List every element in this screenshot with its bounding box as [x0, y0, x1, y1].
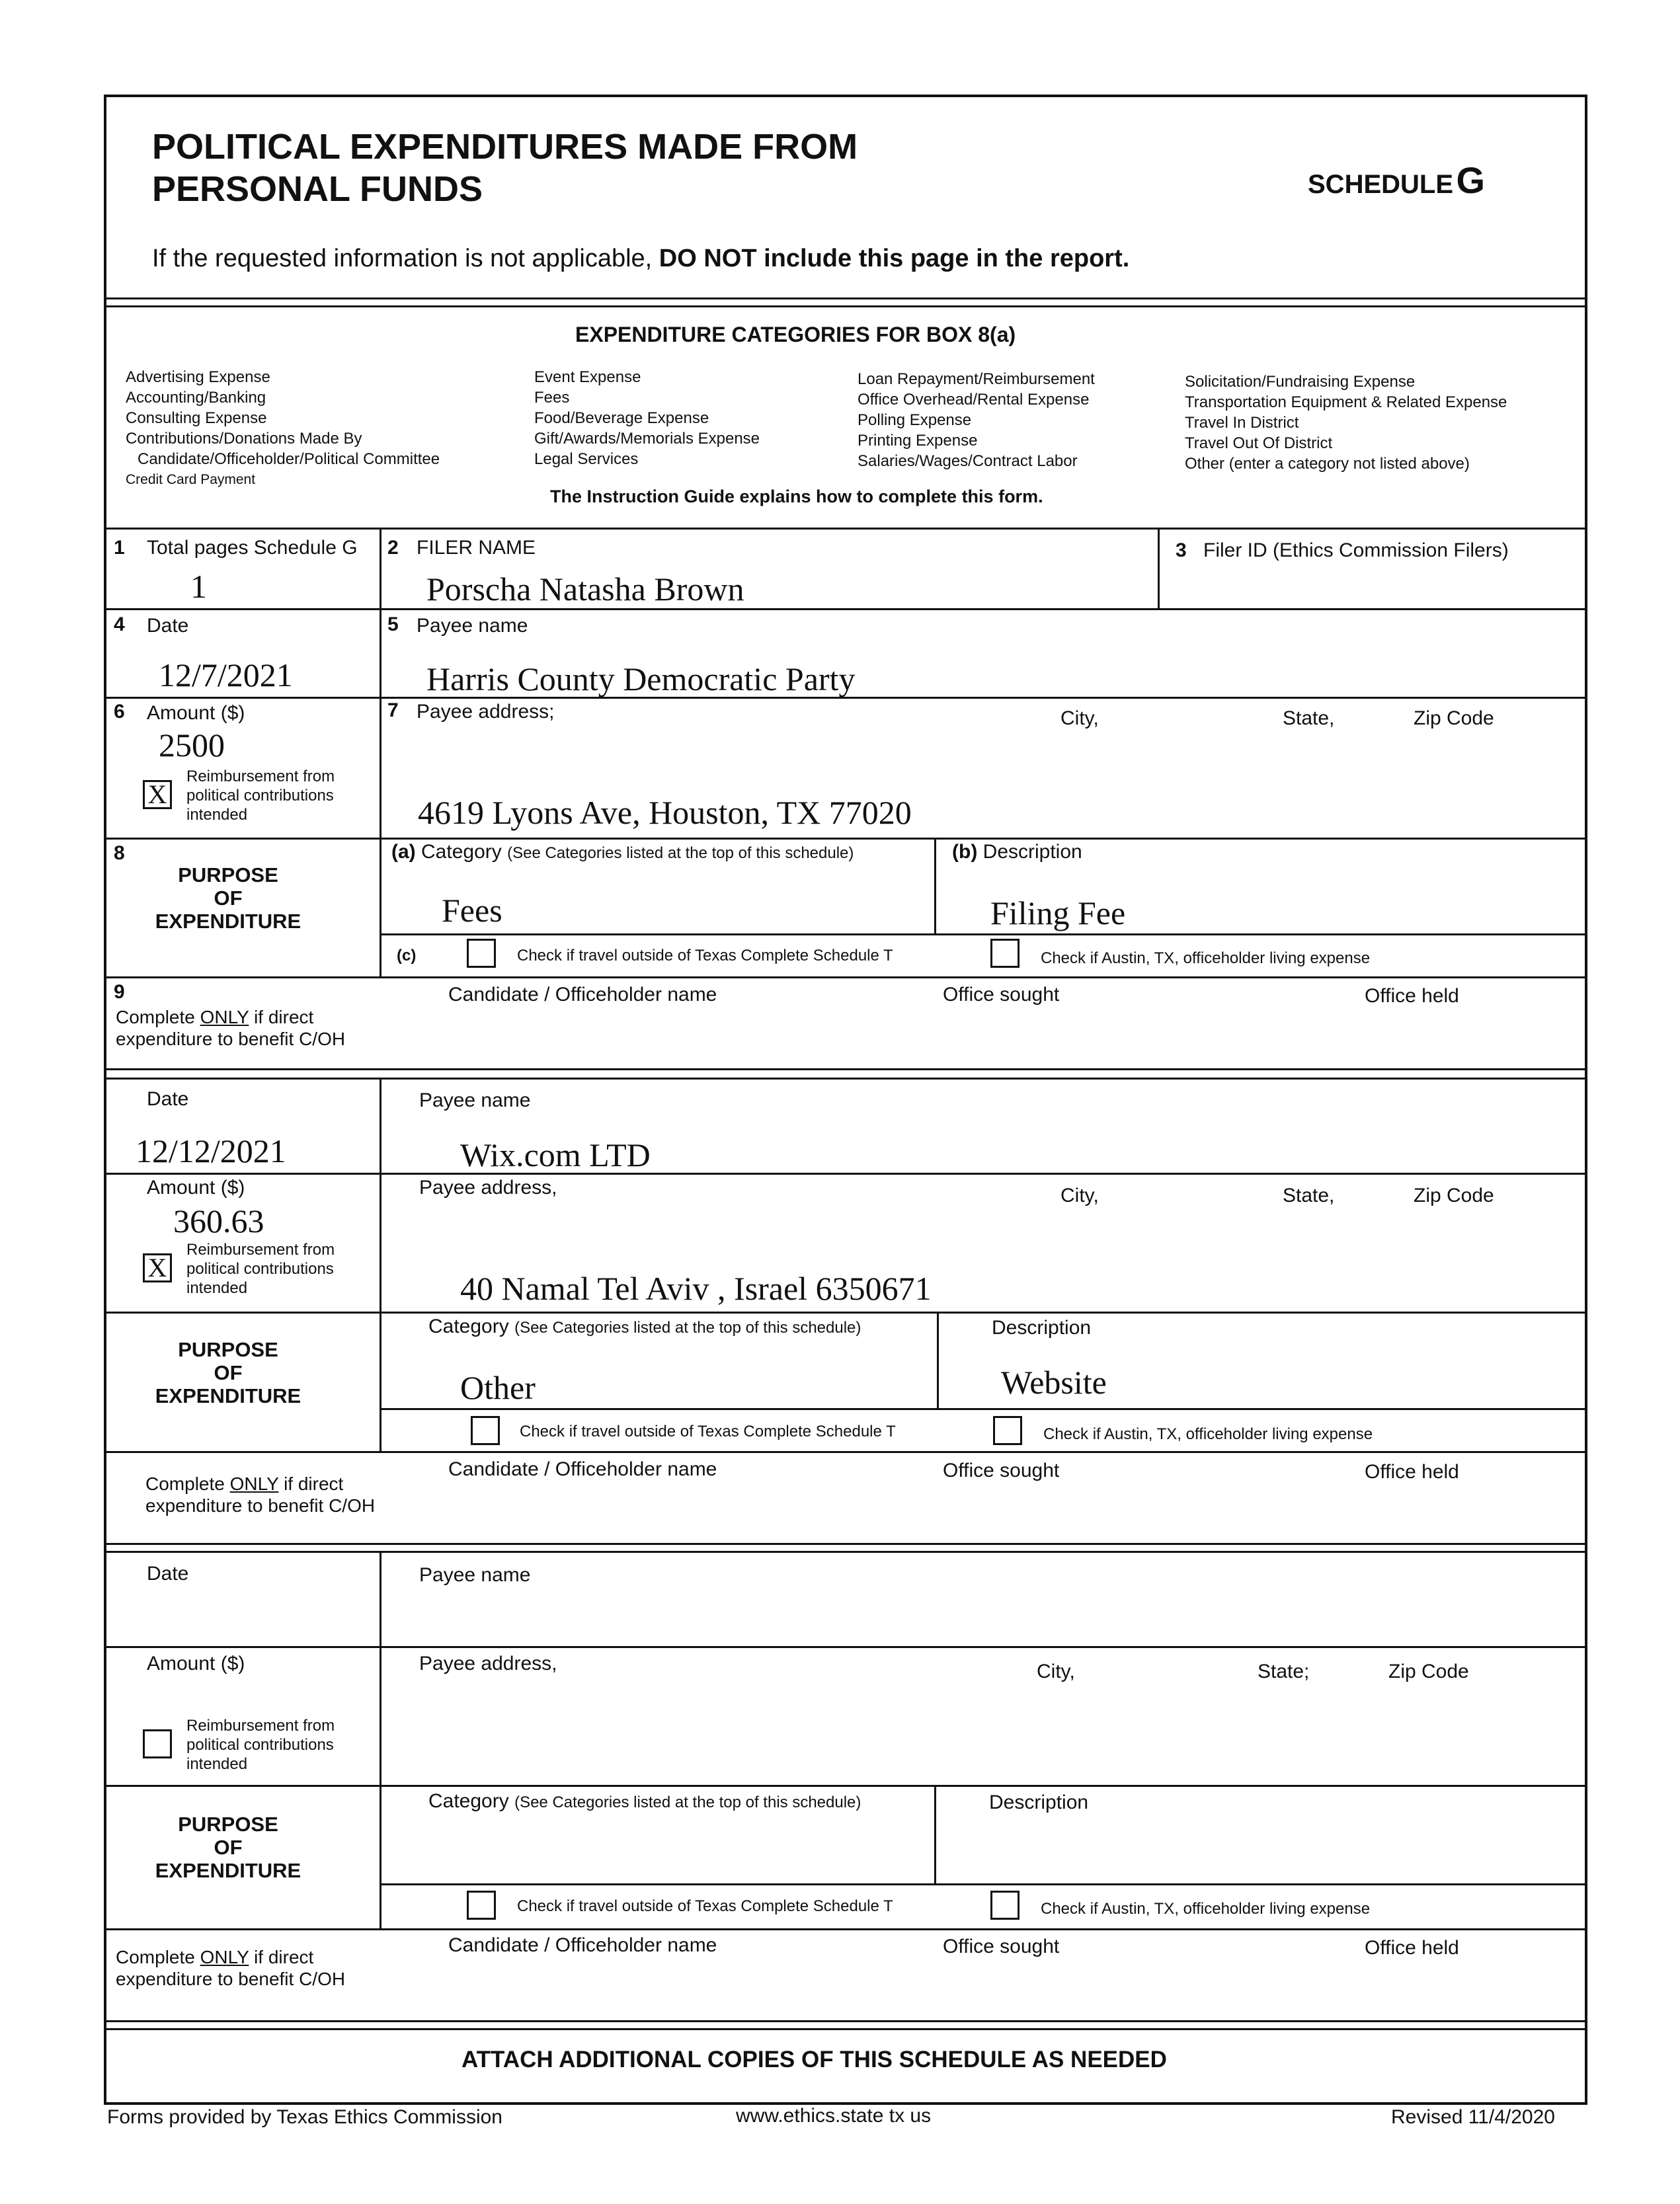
- grid-line: [1158, 528, 1160, 608]
- complete-only-note: [116, 1946, 345, 1990]
- instruction-note: The Instruction Guide explains how to complete this form.: [550, 487, 1043, 506]
- label-b: (b): [952, 841, 978, 863]
- complete-only-c: if direct: [254, 1947, 314, 1967]
- grid-line: [104, 1078, 1585, 1080]
- field-number-6: 6: [114, 701, 125, 723]
- category-item: Solicitation/Fundraising Expense: [1185, 373, 1416, 391]
- travel-check-label: Check if travel outside of Texas Complete Schedule T: [517, 947, 893, 964]
- candidate-name-label: Candidate / Officeholder name: [448, 1934, 717, 1956]
- schedule-letter: G: [1456, 159, 1486, 201]
- office-sought-label: Office sought: [943, 1460, 1060, 1481]
- travel-check-label: Check if travel outside of Texas Complete Schedule T: [520, 1423, 896, 1440]
- category-note: (See Categories listed at the top of this schedule): [514, 1793, 861, 1811]
- purpose-line2: OF: [214, 886, 243, 910]
- form-title: [152, 126, 858, 210]
- reimb-line3: intended: [186, 1279, 248, 1297]
- category-label: Category: [428, 1316, 509, 1337]
- category-label: Category: [421, 841, 502, 863]
- payee-address-label: Payee address,: [419, 1653, 557, 1674]
- entry2-payee-name[interactable]: Wix.com LTD: [460, 1136, 651, 1173]
- field-number-7: 7: [387, 699, 399, 721]
- grid-line: [104, 2028, 1585, 2030]
- entry2-date[interactable]: 12/12/2021: [136, 1132, 286, 1169]
- complete-only-b: ONLY: [200, 1947, 249, 1967]
- category-item: Advertising Expense: [126, 368, 270, 386]
- entry1-amount[interactable]: 2500: [159, 727, 225, 764]
- reimbursement-checkbox[interactable]: [143, 1729, 172, 1758]
- grid-line: [104, 2020, 1585, 2022]
- purpose-line2: OF: [214, 1361, 243, 1384]
- field-number-2: 2: [387, 537, 399, 559]
- grid-line: [104, 1312, 1585, 1314]
- reimb-line3: intended: [186, 1755, 248, 1773]
- category-item: Travel Out Of District: [1185, 434, 1333, 452]
- category-item: Consulting Expense: [126, 409, 267, 427]
- footer-provided-by: Forms provided by Texas Ethics Commission: [107, 2106, 502, 2128]
- field-number-3: 3: [1176, 539, 1187, 561]
- reimbursement-label: [186, 1716, 335, 1774]
- state-label: State,: [1283, 707, 1335, 729]
- austin-check-label: Check if Austin, TX, officeholder living expense: [1041, 949, 1371, 967]
- amount-label: Amount ($): [147, 1177, 245, 1199]
- reimb-line2: political contributions: [186, 1260, 334, 1278]
- description-label-row: [952, 841, 1082, 863]
- footer-revised: Revised 11/4/2020: [1391, 2106, 1555, 2128]
- category-item: Contributions/Donations Made By: [126, 430, 362, 448]
- date-label: Date: [147, 1563, 189, 1585]
- category-item: Credit Card Payment: [126, 472, 256, 487]
- total-pages-value[interactable]: 1: [190, 568, 207, 605]
- entry1-payee-address[interactable]: 4619 Lyons Ave, Houston, TX 77020: [418, 794, 912, 831]
- filer-id-label: Filer ID (Ethics Commission Filers): [1203, 539, 1509, 561]
- category-note: (See Categories listed at the top of this schedule): [514, 1319, 861, 1337]
- austin-check-label: Check if Austin, TX, officeholder living expense: [1041, 1900, 1371, 1918]
- category-label-row: [428, 1790, 861, 1813]
- date-label: Date: [147, 1088, 189, 1110]
- notice-line: [152, 245, 1129, 273]
- category-item: Polling Expense: [858, 411, 972, 429]
- reimb-line3: intended: [186, 806, 248, 824]
- category-item: Food/Beverage Expense: [534, 409, 709, 427]
- purpose-line1: PURPOSE: [178, 863, 278, 886]
- payee-address-label: Payee address,: [419, 1177, 557, 1199]
- purpose-heading: [119, 1338, 337, 1407]
- category-label: Category: [428, 1790, 509, 1812]
- description-label: Description: [992, 1317, 1092, 1339]
- category-item: Office Overhead/Rental Expense: [858, 391, 1090, 409]
- office-sought-label: Office sought: [943, 984, 1060, 1005]
- travel-checkbox[interactable]: [471, 1416, 500, 1445]
- grid-line: [104, 1451, 1585, 1453]
- grid-line: [104, 1068, 1585, 1070]
- grid-line: [104, 1543, 1585, 1545]
- category-item: Salaries/Wages/Contract Labor: [858, 452, 1078, 470]
- travel-checkbox[interactable]: [467, 939, 496, 968]
- category-item: Event Expense: [534, 368, 641, 386]
- reimbursement-label: [186, 767, 335, 824]
- category-item: Fees: [534, 389, 570, 407]
- grid-line: [380, 1551, 381, 1928]
- complete-only-c: if direct: [254, 1007, 314, 1027]
- purpose-line1: PURPOSE: [178, 1813, 278, 1836]
- state-label: State;: [1258, 1661, 1310, 1682]
- office-held-label: Office held: [1365, 1461, 1459, 1483]
- purpose-line2: OF: [214, 1836, 243, 1859]
- field-number-5: 5: [387, 613, 399, 635]
- complete-only-d: expenditure to benefit C/OH: [145, 1495, 376, 1516]
- complete-only-b: ONLY: [229, 1474, 279, 1494]
- purpose-line3: EXPENDITURE: [155, 1859, 301, 1882]
- payee-address-label: Payee address;: [417, 701, 555, 723]
- grid-line: [380, 1408, 1585, 1410]
- purpose-line3: EXPENDITURE: [155, 1384, 301, 1407]
- grid-line: [104, 528, 1585, 530]
- reimbursement-checkbox[interactable]: X: [143, 1253, 172, 1282]
- purpose-line1: PURPOSE: [178, 1338, 278, 1361]
- filer-name-value[interactable]: Porscha Natasha Brown: [426, 571, 744, 608]
- complete-only-note: [116, 1006, 345, 1050]
- category-item: Gift/Awards/Memorials Expense: [534, 430, 760, 448]
- grid-line: [934, 1785, 936, 1883]
- city-label: City,: [1060, 707, 1099, 729]
- reimbursement-checkbox[interactable]: X: [143, 780, 172, 809]
- field-number-1: 1: [114, 537, 125, 559]
- purpose-heading: [119, 863, 337, 933]
- category-item: Other (enter a category not listed above): [1185, 455, 1470, 473]
- categories-heading: EXPENDITURE CATEGORIES FOR BOX 8(a): [575, 323, 1016, 346]
- zip-label: Zip Code: [1414, 1185, 1494, 1206]
- grid-line: [104, 1785, 1585, 1787]
- entry2-description[interactable]: Website: [1001, 1364, 1107, 1401]
- grid-line: [937, 1312, 939, 1408]
- amount-label: Amount ($): [147, 1653, 245, 1674]
- reimb-line1: Reimbursement from: [186, 767, 335, 785]
- reimb-line1: Reimbursement from: [186, 1241, 335, 1259]
- travel-check-label: Check if travel outside of Texas Complete Schedule T: [517, 1897, 893, 1915]
- city-label: City,: [1060, 1185, 1099, 1206]
- category-label-row: [391, 841, 854, 863]
- city-label: City,: [1037, 1661, 1075, 1682]
- notice-bold: DO NOT include this page in the report.: [659, 245, 1130, 272]
- payee-name-label: Payee name: [419, 1089, 531, 1111]
- categories-col4: [1185, 372, 1507, 474]
- zip-label: Zip Code: [1414, 707, 1494, 729]
- form-title-line2: PERSONAL FUNDS: [152, 169, 483, 209]
- entry1-date[interactable]: 12/7/2021: [159, 656, 293, 693]
- austin-checkbox[interactable]: [990, 939, 1020, 968]
- form-title-line1: POLITICAL EXPENDITURES MADE FROM: [152, 127, 858, 167]
- header-divider-2: [104, 305, 1585, 307]
- date-label: Date: [147, 615, 189, 637]
- label-a: (a): [391, 841, 416, 863]
- grid-line: [380, 528, 381, 976]
- filer-name-label: FILER NAME: [417, 537, 536, 559]
- category-item: Accounting/Banking: [126, 389, 266, 407]
- grid-line: [934, 838, 936, 933]
- grid-line: [104, 838, 1585, 840]
- complete-only-note: [145, 1473, 375, 1516]
- entry2-category[interactable]: Other: [460, 1369, 536, 1406]
- categories-col2: [534, 367, 760, 469]
- grid-line: [104, 1928, 1585, 1930]
- description-label: Description: [982, 841, 1082, 863]
- attach-copies-note: ATTACH ADDITIONAL COPIES OF THIS SCHEDULE AS NEEDED: [461, 2047, 1167, 2072]
- grid-line: [104, 1173, 1585, 1175]
- candidate-name-label: Candidate / Officeholder name: [448, 1458, 717, 1480]
- purpose-heading: [119, 1813, 337, 1882]
- category-item: Printing Expense: [858, 432, 978, 450]
- complete-only-c: if direct: [284, 1474, 344, 1494]
- payee-name-label: Payee name: [419, 1564, 531, 1586]
- description-label: Description: [989, 1791, 1089, 1813]
- grid-line: [104, 1551, 1585, 1553]
- state-label: State,: [1283, 1185, 1335, 1206]
- austin-check-label: Check if Austin, TX, officeholder living expense: [1043, 1425, 1373, 1443]
- entry2-amount[interactable]: 360.63: [173, 1202, 264, 1240]
- categories-col1: [126, 367, 440, 490]
- category-item: Candidate/Officeholder/Political Committee: [138, 450, 440, 468]
- reimb-line2: political contributions: [186, 787, 334, 805]
- purpose-line3: EXPENDITURE: [155, 910, 301, 933]
- category-item: Loan Repayment/Reimbursement: [858, 370, 1095, 388]
- total-pages-label: Total pages Schedule G: [147, 537, 358, 559]
- category-note: (See Categories listed at the top of this schedule): [507, 844, 854, 862]
- complete-only-b: ONLY: [200, 1007, 249, 1027]
- entry2-payee-address[interactable]: 40 Namal Tel Aviv , Israel 6350671: [460, 1270, 932, 1307]
- travel-checkbox[interactable]: [467, 1891, 496, 1920]
- complete-only-a: Complete: [116, 1007, 195, 1027]
- complete-only-d: expenditure to benefit C/OH: [116, 1029, 346, 1049]
- grid-line: [380, 1883, 1585, 1885]
- schedule-label: [1308, 159, 1485, 202]
- field-number-4: 4: [114, 613, 125, 635]
- office-sought-label: Office sought: [943, 1936, 1060, 1957]
- office-held-label: Office held: [1365, 1937, 1459, 1959]
- grid-line: [104, 1646, 1585, 1648]
- label-c: (c): [397, 947, 417, 964]
- header-divider-1: [104, 297, 1585, 299]
- field-number-9: 9: [114, 981, 125, 1003]
- category-item: Travel In District: [1185, 414, 1299, 432]
- complete-only-d: expenditure to benefit C/OH: [116, 1969, 346, 1989]
- category-item: Transportation Equipment & Related Expense: [1185, 393, 1507, 411]
- grid-line: [380, 933, 1585, 935]
- complete-only-a: Complete: [116, 1947, 195, 1967]
- schedule-word: SCHEDULE: [1308, 170, 1454, 199]
- field-number-8: 8: [114, 842, 125, 864]
- grid-line: [380, 1078, 381, 1451]
- reimbursement-label: [186, 1240, 335, 1298]
- reimb-line2: political contributions: [186, 1736, 334, 1754]
- grid-line: [104, 976, 1585, 978]
- entry1-category[interactable]: Fees: [442, 892, 502, 929]
- reimb-line1: Reimbursement from: [186, 1717, 335, 1735]
- categories-col3: [858, 369, 1095, 471]
- footer-website: www.ethics.state tx us: [736, 2105, 932, 2127]
- zip-label: Zip Code: [1388, 1661, 1469, 1682]
- category-item: Legal Services: [534, 450, 639, 468]
- amount-label: Amount ($): [147, 702, 245, 724]
- austin-checkbox[interactable]: [990, 1891, 1020, 1920]
- notice-plain: If the requested information is not applicable,: [152, 245, 653, 272]
- grid-line: [104, 608, 1585, 610]
- complete-only-a: Complete: [145, 1474, 225, 1494]
- candidate-name-label: Candidate / Officeholder name: [448, 984, 717, 1005]
- office-held-label: Office held: [1365, 985, 1459, 1007]
- entry1-description[interactable]: Filing Fee: [990, 894, 1126, 931]
- austin-checkbox[interactable]: [993, 1416, 1022, 1445]
- payee-name-label: Payee name: [417, 615, 528, 637]
- category-label-row: [428, 1316, 861, 1338]
- entry1-payee-name[interactable]: Harris County Democratic Party: [426, 660, 856, 697]
